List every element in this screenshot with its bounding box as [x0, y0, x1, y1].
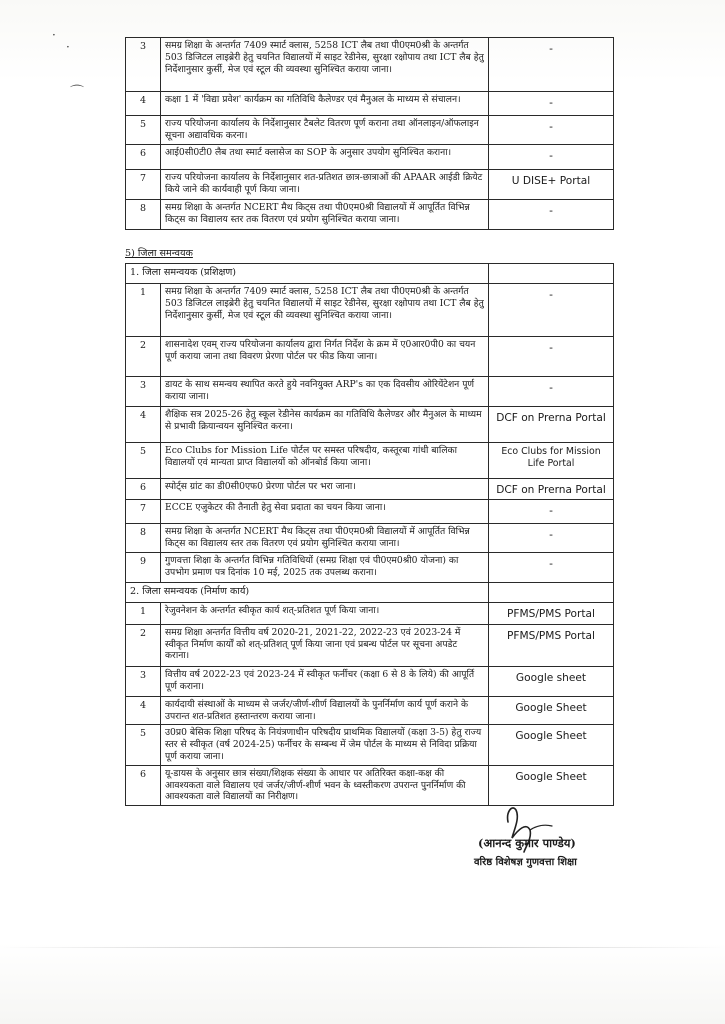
- row-text: गुणवत्ता शिक्षा के अन्तर्गत विभिन्न गतिविधियों (समग्र शिक्षा एवं पी0एम0श्री0 योजना) का उपभोग प्रमाण पत्र दिनांक 10 मई, 2025 तक उपलब्ध कराना।: [161, 552, 489, 582]
- signatory-designation: वरिष्ठ विशेषज्ञ गुणवत्ता शिक्षा: [474, 857, 577, 868]
- row-portal: DCF on Prerna Portal: [489, 407, 614, 443]
- signatory-name: (आनन्द कुमार पाण्डेय): [478, 836, 576, 850]
- scan-speck: ·: [66, 40, 70, 54]
- table-row: [126, 499, 614, 523]
- table-row: [126, 145, 614, 170]
- empty-cell: [489, 582, 614, 602]
- table-row: [126, 38, 614, 92]
- row-text: रेजुवनेशन के अन्तर्गत स्वीकृत कार्य शत्-प्रतिशत पूर्ण किया जाना।: [161, 602, 489, 624]
- row-portal: -: [489, 377, 614, 407]
- row-text: समग्र शिक्षा के अन्तर्गत NCERT मैथ किट्स तथा पी0एम0श्री विद्यालयों में आपूर्तित विभिन्न किट्स का विद्यालय स्तर तक वितरण एवं प्रयोग सुनिश्चित कराया जाना।: [161, 200, 489, 230]
- row-text: यू-डायस के अनुसार छात्र संख्या/शिक्षक संख्या के आधार पर अतिरिक्त कक्षा-कक्ष की आवश्यकता वाले विद्यालय एवं जर्जर/जीर्ण-शीर्ण भवन के ध्वस्तीकरण उपरान्त पुनर्निर्माण की आवश्यकता वाले विद्यालयों का निरीक्षण।: [161, 765, 489, 805]
- row-portal: Google Sheet: [489, 696, 614, 725]
- table-row: [126, 284, 614, 337]
- row-number: 3: [126, 38, 161, 92]
- row-portal: -: [489, 92, 614, 116]
- row-number: 7: [126, 499, 161, 523]
- row-portal: -: [489, 116, 614, 145]
- row-number: 7: [126, 170, 161, 200]
- row-text: शासनादेश एवम् राज्य परियोजना कार्यालय द्वारा निर्गत निर्देश के क्रम में ए0आर0पी0 का चयन पूर्ण कराया जाना तथा विवरण प्रेरणा पोर्टल पर फीड किया जाना।: [161, 337, 489, 377]
- row-text: समग्र शिक्षा के अन्तर्गत 7409 स्मार्ट क्लास, 5258 ICT लैब तथा पी0एम0श्री के अन्तर्गत 503 डिजिटल लाइब्रेरी हेतु चयनित विद्यालयों में साइट रेडीनेस, सुरक्षा रक्षोपाय तथा ICT लैब हेतु निर्देशानुसार कुर्सी, मेज एवं स्टूल की व्यवस्था सुनिश्चित कराया जाना।: [161, 38, 489, 92]
- row-text: समग्र शिक्षा के अन्तर्गत NCERT मैथ किट्स तथा पी0एम0श्री विद्यालयों में आपूर्तित विभिन्न किट्स का विद्यालय स्तर तक वितरण एवं प्रयोग सुनिश्चित कराया जाना।: [161, 523, 489, 552]
- row-portal: Eco Clubs for Mission Life Portal: [489, 443, 614, 479]
- table-row: [126, 696, 614, 725]
- row-portal: PFMS/PMS Portal: [489, 602, 614, 624]
- row-number: 5: [126, 116, 161, 145]
- row-text: कक्षा 1 में 'विद्या प्रवेश' कार्यक्रम का गतिविधि कैलेण्डर एवं मैनुअल के माध्यम से संचालन।: [161, 92, 489, 116]
- scan-speck: ·: [52, 28, 56, 42]
- row-portal: PFMS/PMS Portal: [489, 624, 614, 666]
- row-portal: -: [489, 200, 614, 230]
- group-heading: 1. जिला समन्वयक (प्रशिक्षण): [126, 264, 489, 284]
- row-text: समग्र शिक्षा के अन्तर्गत 7409 स्मार्ट क्लास, 5258 ICT लैब तथा पी0एम0श्री के अन्तर्गत 503 डिजिटल लाइब्रेरी हेतु चयनित विद्यालयों में साइट रेडीनेस, सुरक्षा रक्षोपाय तथा ICT लैब हेतु निर्देशानुसार कुर्सी, मेज एवं स्टूल की व्यवस्था सुनिश्चित कराया जाना।: [161, 284, 489, 337]
- table-row: [126, 725, 614, 765]
- row-portal: -: [489, 552, 614, 582]
- row-number: 3: [126, 377, 161, 407]
- table-row: [126, 666, 614, 696]
- row-portal: -: [489, 523, 614, 552]
- row-text: राज्य परियोजना कार्यालय के निर्देशानुसार टैबलेट वितरण पूर्ण कराना तथा ऑनलाइन/ऑफलाइन सूचना अद्यावधिक करना।: [161, 116, 489, 145]
- row-number: 6: [126, 145, 161, 170]
- table-row: [126, 407, 614, 443]
- row-number: 6: [126, 479, 161, 500]
- row-number: 1: [126, 602, 161, 624]
- table-row: [126, 443, 614, 479]
- table-row: [126, 602, 614, 624]
- row-number: 9: [126, 552, 161, 582]
- row-portal: -: [489, 337, 614, 377]
- row-portal: -: [489, 145, 614, 170]
- table-row: [126, 523, 614, 552]
- row-text: स्पोर्ट्स ग्रांट का डी0सी0एफ0 प्रेरणा पोर्टल पर भरा जाना।: [161, 479, 489, 500]
- row-text: डायट के साथ समन्वय स्थापित करते हुये नवनियुक्त ARP's का एक दिवसीय ओरियेंटेशन पूर्ण कराया जाना।: [161, 377, 489, 407]
- district-coordinator-table: [125, 263, 614, 806]
- table-row: [126, 170, 614, 200]
- group-heading: 2. जिला समन्वयक (निर्माण कार्य): [126, 582, 489, 602]
- row-portal: U DISE+ Portal: [489, 170, 614, 200]
- row-number: 4: [126, 92, 161, 116]
- row-text: उ0प्र0 बेसिक शिक्षा परिषद के नियंत्रणाधीन परिषदीय प्राथमिक विद्यालयों (कक्षा 3-5) हेतु राज्य स्तर से स्वीकृत (वर्ष 2024-25) फर्नीचर के सम्बन्ध में जेम पोर्टल के माध्यम से निविदा प्रक्रिया पूर्ण कराया जाना।: [161, 725, 489, 765]
- row-number: 3: [126, 666, 161, 696]
- row-text: समग्र शिक्षा अन्तर्गत वित्तीय वर्ष 2020-21, 2021-22, 2022-23 एवं 2023-24 में स्वीकृत निर्माण कार्यों को शत्-प्रतिशत् पूर्ण किया जाना एवं प्रबन्ध पोर्टल पर सूचना अपडेट कराना।: [161, 624, 489, 666]
- row-number: 4: [126, 696, 161, 725]
- row-portal: -: [489, 38, 614, 92]
- table-row: [126, 377, 614, 407]
- row-number: 5: [126, 443, 161, 479]
- table-row: [126, 200, 614, 230]
- row-portal: DCF on Prerna Portal: [489, 479, 614, 500]
- row-number: 2: [126, 337, 161, 377]
- table-row: [126, 92, 614, 116]
- table-row: [126, 479, 614, 500]
- row-number: 1: [126, 284, 161, 337]
- table-row: [126, 552, 614, 582]
- row-number: 8: [126, 523, 161, 552]
- table-row: [126, 624, 614, 666]
- row-text: वित्तीय वर्ष 2022-23 एवं 2023-24 में स्वीकृत फर्नीचर (कक्षा 6 से 8 के लिये) की आपूर्ति पूर्ण कराना।: [161, 666, 489, 696]
- row-text: आई0सी0टी0 लैब तथा स्मार्ट क्लासेज का SOP के अनुसार उपयोग सुनिश्चित कराना।: [161, 145, 489, 170]
- activities-table-continued: [125, 37, 614, 230]
- scan-edge-line: [0, 947, 725, 948]
- table-group-heading: [126, 582, 614, 602]
- row-text: राज्य परियोजना कार्यालय के निर्देशानुसार शत-प्रतिशत छात्र-छात्राओं की APAAR आईडी क्रियेट किये जाने की कार्यवाही पूर्ण किया जाना।: [161, 170, 489, 200]
- row-text: ECCE एजुकेटर की तैनाती हेतु सेवा प्रदाता का चयन किया जाना।: [161, 499, 489, 523]
- scan-mark: ⌒: [70, 85, 84, 101]
- row-number: 8: [126, 200, 161, 230]
- row-portal: -: [489, 499, 614, 523]
- table-row: [126, 337, 614, 377]
- row-portal: Google sheet: [489, 666, 614, 696]
- row-number: 4: [126, 407, 161, 443]
- row-number: 6: [126, 765, 161, 805]
- table-group-heading: [126, 264, 614, 284]
- row-text: शैक्षिक सत्र 2025-26 हेतु स्कूल रेडीनेस कार्यक्रम का गतिविधि कैलेण्डर और मैनुअल के माध्यम से प्रभावी क्रियान्वयन सुनिश्चित करना।: [161, 407, 489, 443]
- table-row: [126, 116, 614, 145]
- row-number: 5: [126, 725, 161, 765]
- row-portal: Google Sheet: [489, 725, 614, 765]
- row-text: कार्यदायी संस्थाओं के माध्यम से जर्जर/जीर्ण-शीर्ण विद्यालयों के पुनर्निर्माण कार्य पूर्ण कराने के उपरान्त शत-प्रतिशत हस्तान्तरण कराया जाना।: [161, 696, 489, 725]
- section-heading: 5) जिला समन्वयक: [125, 248, 193, 259]
- row-text: Eco Clubs for Mission Life पोर्टल पर समस्त परिषदीय, कस्तूरबा गांधी बालिका विद्यालयों एवं मान्यता प्राप्त विद्यालयों को ऑनबोर्ड किया जाना।: [161, 443, 489, 479]
- row-portal: -: [489, 284, 614, 337]
- row-number: 2: [126, 624, 161, 666]
- empty-cell: [489, 264, 614, 284]
- row-portal: Google Sheet: [489, 765, 614, 805]
